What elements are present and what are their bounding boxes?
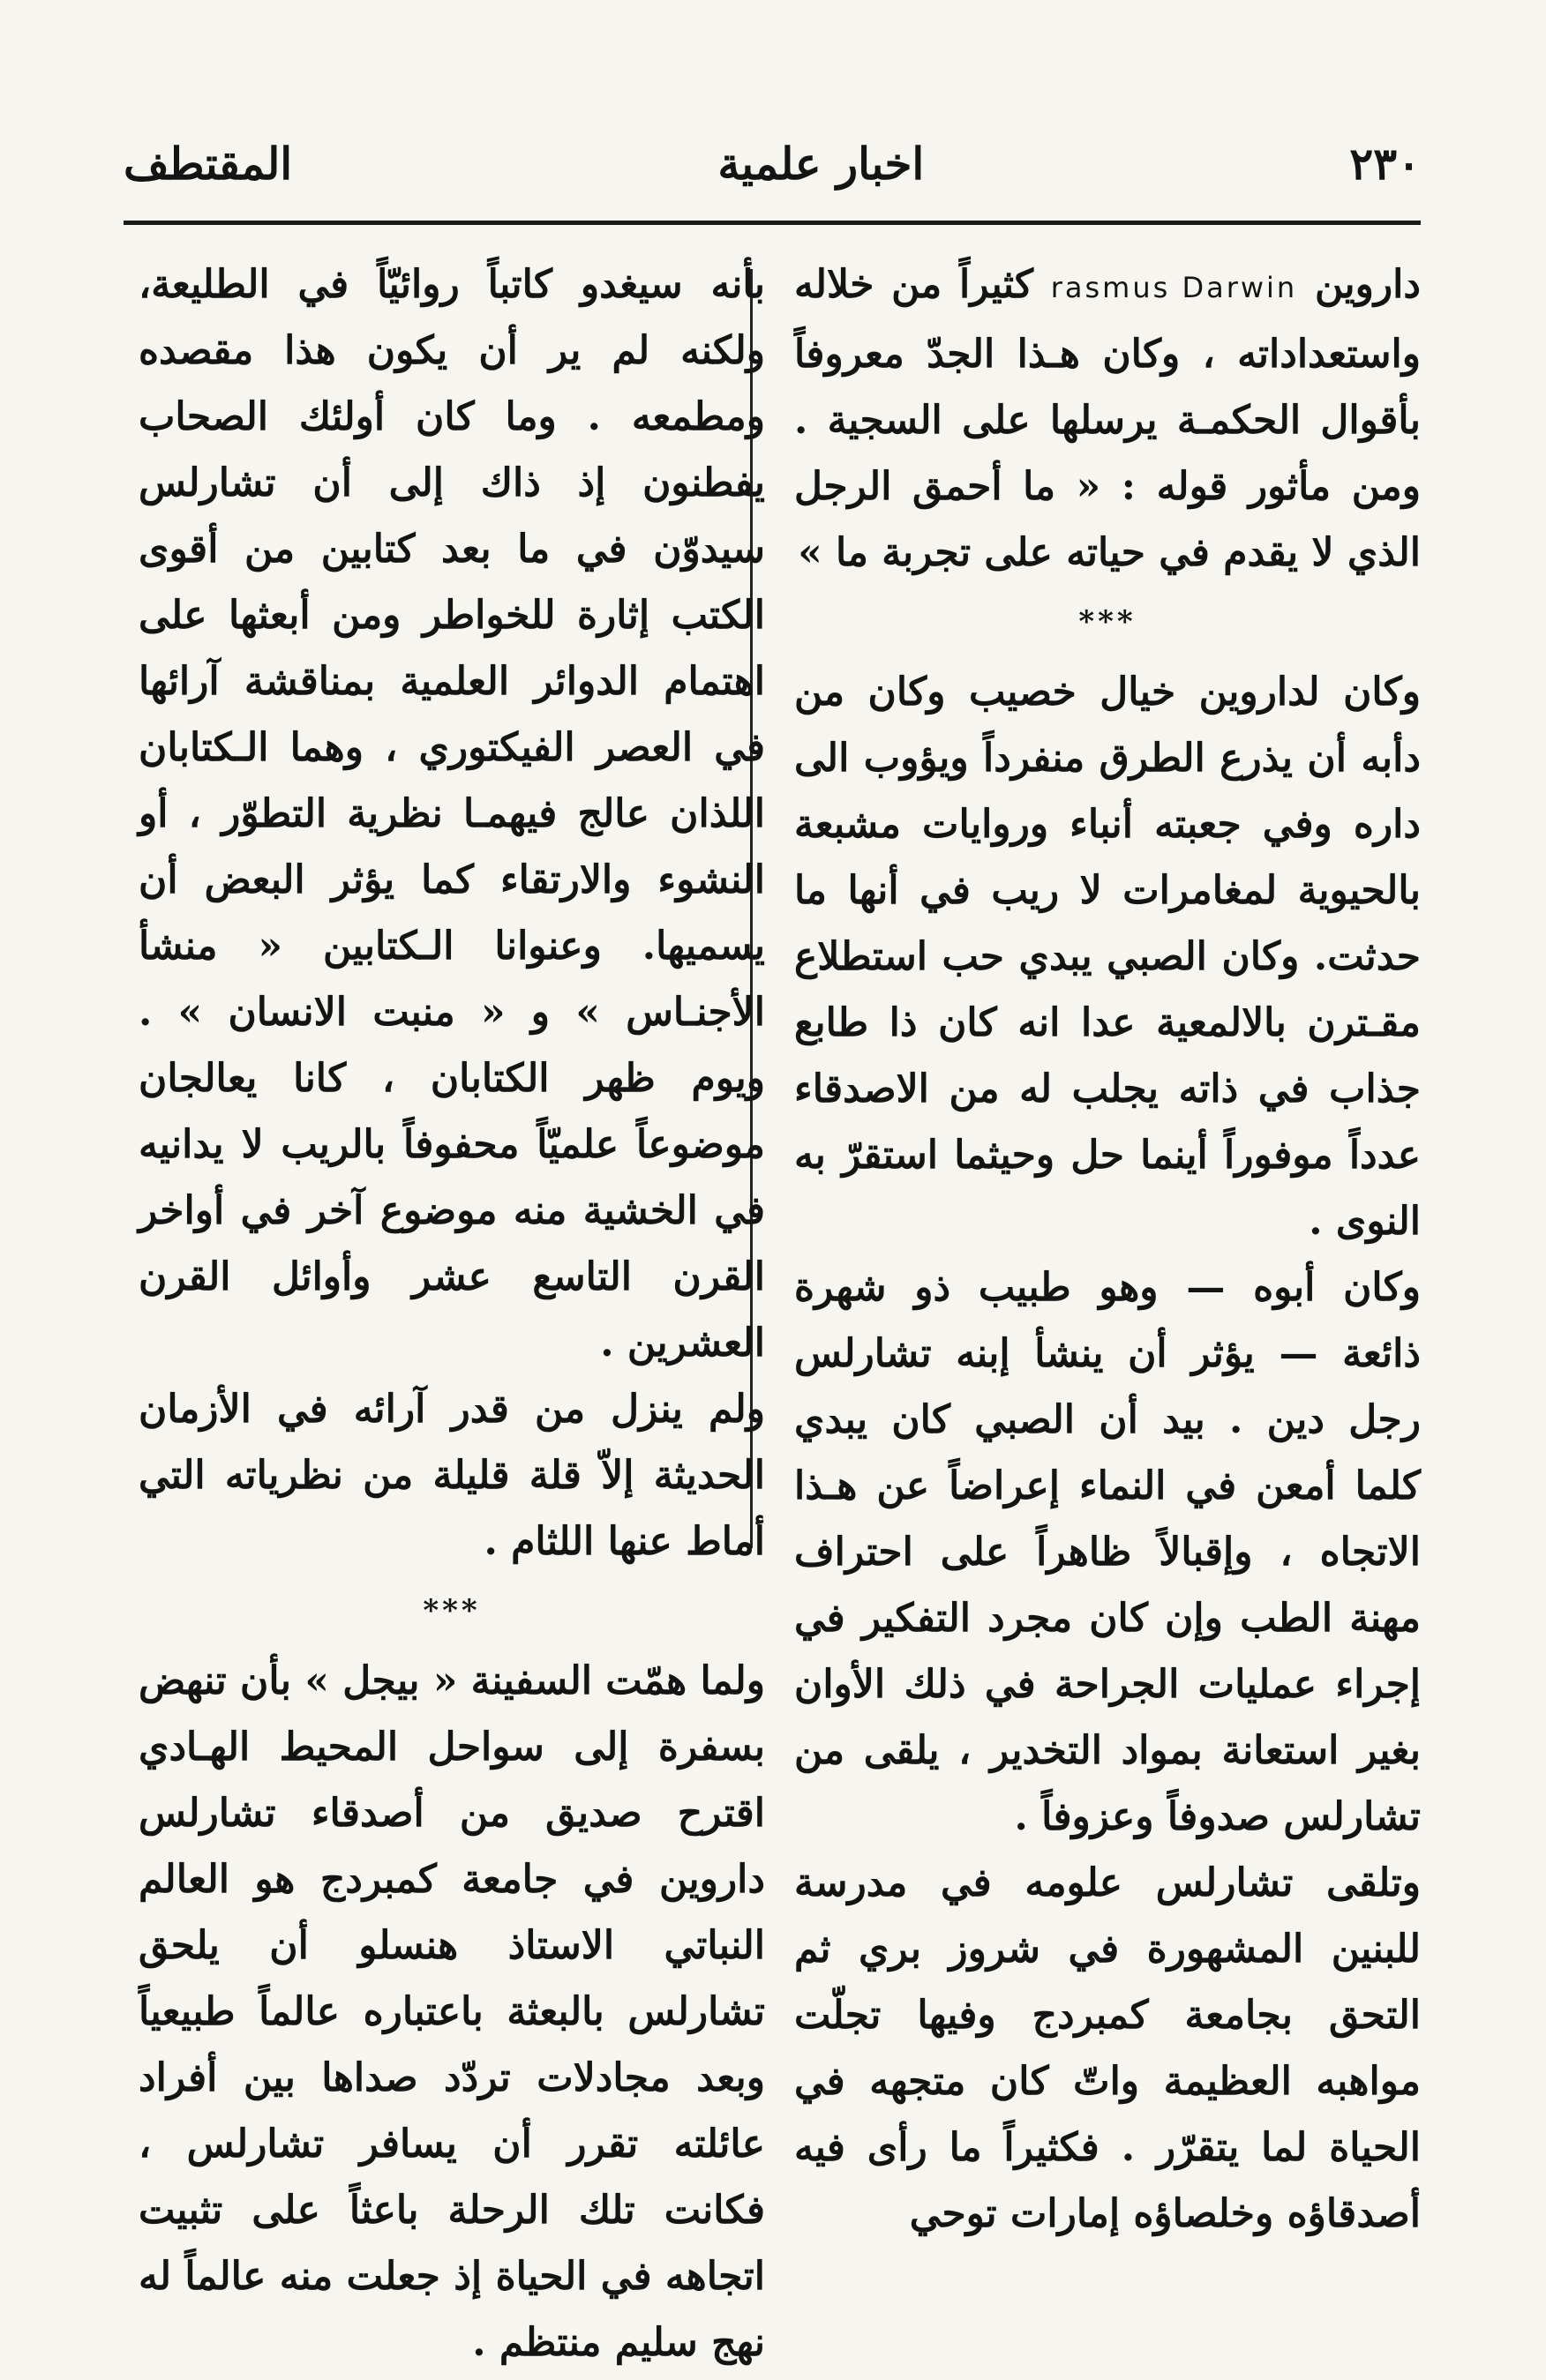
paragraph: وتلقى تشارلس علومه في مدرسة للبنين المشهورة في شروز بري ثم التحق بجامعة كمبردج وفيها تجلّت مواهبه العظيمة واتّ كان متجهه في الحياة لما يتقرّر . فكثيراً ما رأى فيه أصدقاؤه وخلصاؤه إمارات توحي: [794, 1860, 1421, 2236]
paragraph-text: كثيراً من خلاله واستعداداته ، وكان هـذا الجدّ معروفاً بأقوال الحكمـة يرسلها على السجية . ومن مأثور قوله : « ما أحمق الرجل الذي لا يقدم في حياته على تجربة ما »: [794, 262, 1421, 575]
right-column: [794, 251, 1421, 2247]
left-column: [139, 251, 765, 2376]
section-title: اخبار علمية: [717, 137, 925, 190]
paragraph: ولما همّت السفينة « بيجل » بأن تنهض بسفرة إلى سواحل المحيط الهـادي اقترح صديق من أصدقاء تشارلس داروين في جامعة كمبردج هو العالم النباتي الاستاذ هنسلو أن يلحق تشارلس بالبعثة باعتباره عالماً طبيعياً وبعد مجادلات تردّد صداها بين أفراد عائلته تقرر أن يسافر تشارلس ، فكانت تلك الرحلة باعثاً على تثبيت اتجاهه في الحياة إذ جعلت منه عالماً له نهج سليم منتظم .: [139, 1658, 765, 2365]
paragraph-text: داروين: [1314, 262, 1421, 307]
latin-name: rasmus Darwin: [1050, 271, 1298, 304]
section-separator: ***: [1078, 604, 1137, 640]
paragraph: [794, 251, 1421, 586]
header-rule: [124, 221, 1421, 225]
paragraph: وكان لداروين خيال خصيب وكان من دأبه أن يذرع الطرق منفرداً ويؤوب الى داره وفي جعبته أنباء وروايات مشبعة بالحيوية لمغامرات لا ريب في أنها ما حدثت. وكان الصبي يبدي حب استطلاع مقـترن بالالمعية عدا انه كان ذا طابع جذاب في ذاته يجلب له من الاصدقاء عدداً موفوراً أينما حل وحيثما استقرّ به النوى .: [794, 670, 1421, 1244]
running-header: [124, 123, 1421, 203]
section-separator: ***: [423, 1593, 481, 1628]
paragraph: وكان أبوه — وهو طبيب ذو شهرة ذائعة — يؤثر أن ينشأ إبنه تشارلس رجل دين . بيد أن الصبي كان يبدي كلما أمعن في النماء إعراضاً عن هـذا الاتجاه ، وإقبالاً ظاهراً على احتراف مهنة الطب وإن كان مجرد التفكير في إجراء عمليات الجراحة في ذلك الأوان بغير استعانة بمواد التخدير ، يلقى من تشارلس صدوفاً وعزوفاً .: [794, 1265, 1421, 1839]
paragraph: بأنه سيغدو كاتباً روائيّاً في الطليعة، ولكنه لم ير أن يكون هذا مقصده ومطمعه . وما كان أولئك الصحاب يفطنون إذ ذاك إلى أن تشارلس سيدوّن في ما بعد كتابين من أقوى الكتب إثارة للخواطر ومن أبعثها على اهتمام الدوائر العلمية بمناقشة آرائها في العصر الفيكتوري ، وهما الـكتابان اللذان عالج فيهمـا نظرية التطوّر ، أو النشوء والارتقاء كما يؤثر البعض أن يسميها. وعنوانا الـكتابين « منشأ الأجنـاس » و « منبت الانسان » . ويوم ظهر الكتابان ، كانا يعالجان موضوعاً علميّاً محفوفاً بالريب لا يدانيه في الخشية منه موضوع آخر في أواخر القرن التاسع عشر وأوائل القرن العشرين .: [139, 262, 765, 1366]
paragraph: ولم ينزل من قدر آرائه في الأزمان الحديثة إلاّ قلة قليلة من نظرياته التي أماط عنها اللثام .: [139, 1387, 765, 1564]
page-number: ٢٣٠: [1349, 137, 1421, 190]
journal-name: المقتطف: [124, 137, 293, 190]
